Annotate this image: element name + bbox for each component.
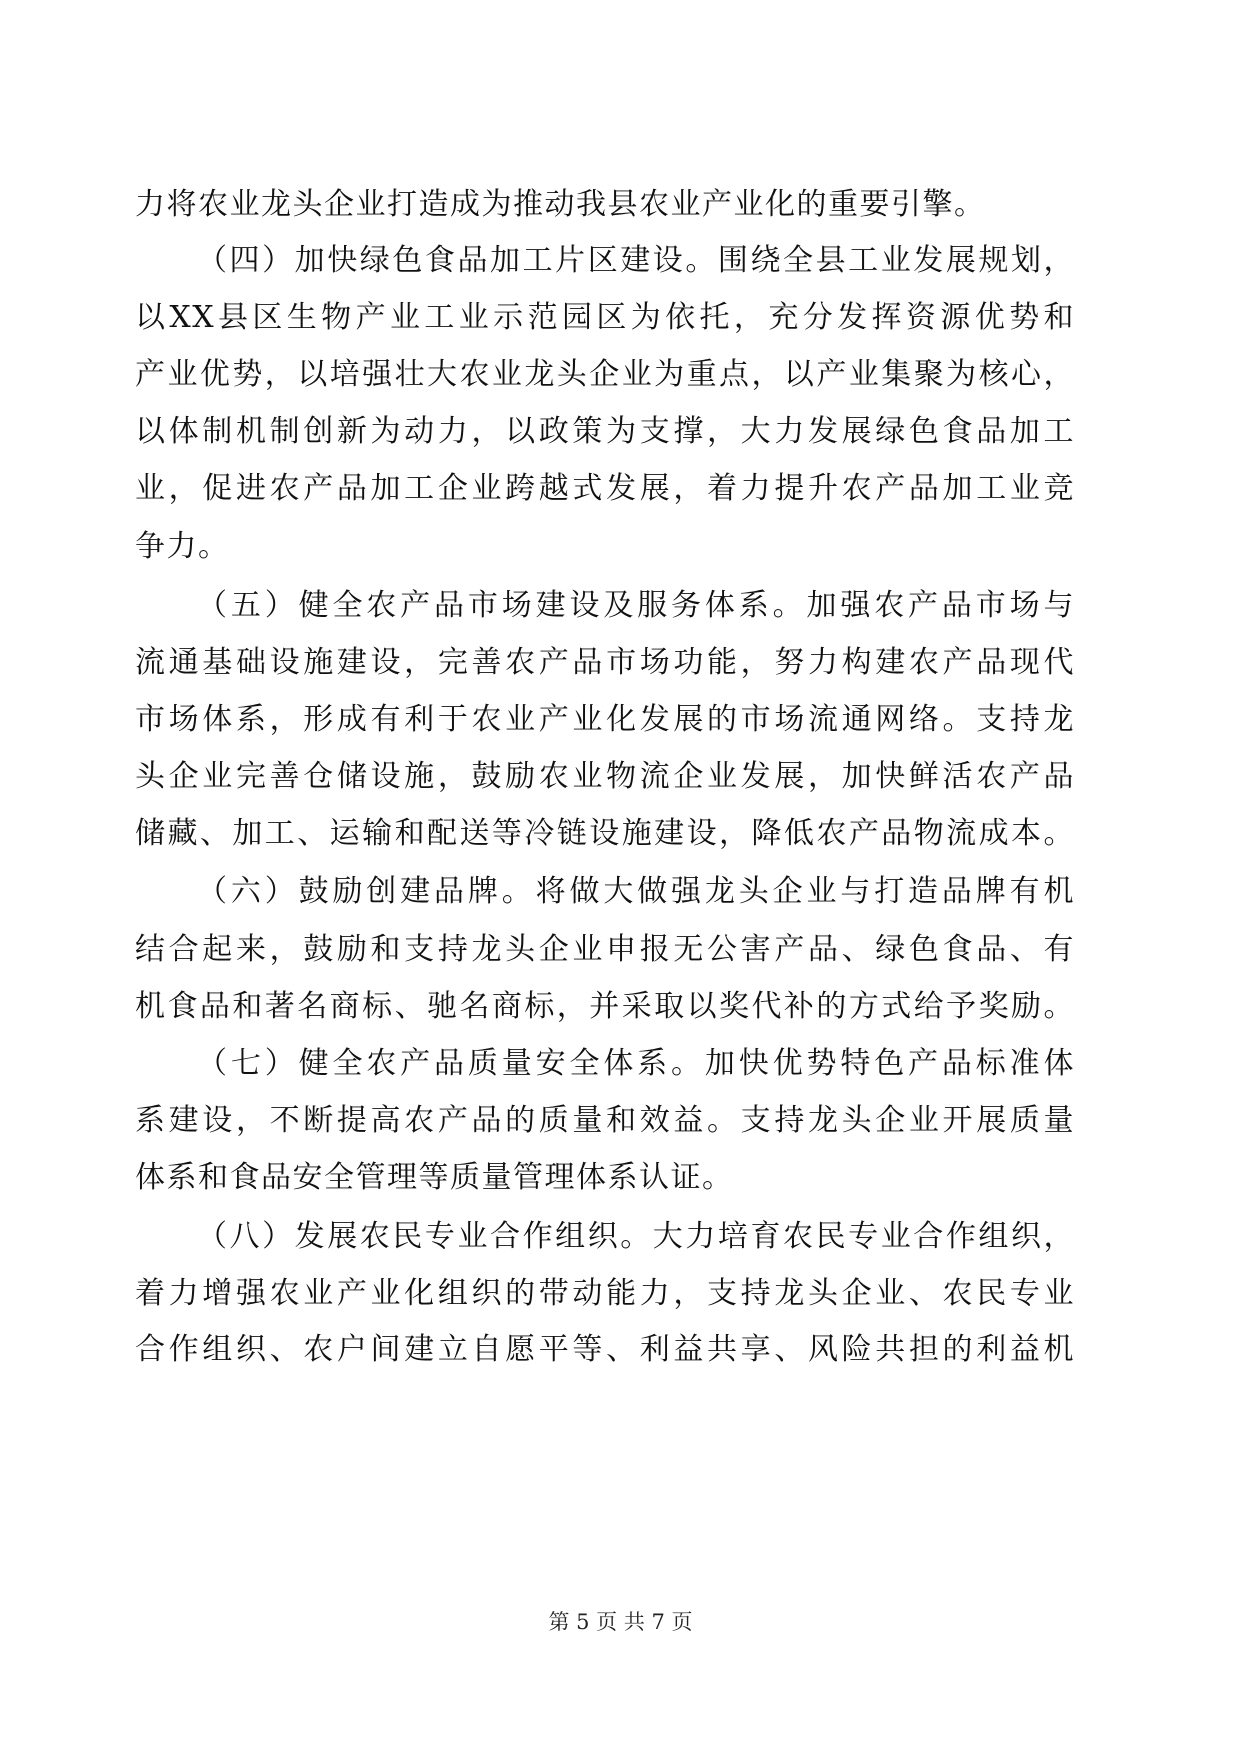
text-line: 储藏、加工、运输和配送等冷链设施建设，降低农产品物流成本。 [135,816,1075,851]
text-line: 头企业完善仓储设施，鼓励农业物流企业发展，加快鲜活农产品 [135,759,1075,794]
text-line: 力将农业龙头企业打造成为推动我县农业产业化的重要引擎。 [135,187,986,222]
text-line: （六）鼓励创建品牌。将做大做强龙头企业与打造品牌有机 [197,874,1075,909]
text-line: 结合起来，鼓励和支持龙头企业申报无公害产品、绿色食品、有 [135,932,1075,967]
text-line: 流通基础设施建设，完善农产品市场功能，努力构建农产品现代 [135,645,1075,680]
text-line: 产业优势，以培强壮大农业龙头企业为重点，以产业集聚为核心， [135,357,1075,392]
text-line: （五）健全农产品市场建设及服务体系。加强农产品市场与 [197,588,1075,623]
page-footer: 第 5 页 共 7 页 [548,1610,693,1634]
text-line: 着力增强农业产业化组织的带动能力，支持龙头企业、农民专业 [135,1276,1075,1311]
text-line: （七）健全农产品质量安全体系。加快优势特色产品标准体 [197,1046,1075,1081]
text-line: （八）发展农民专业合作组织。大力培育农民专业合作组织， [197,1219,1075,1254]
text-line: 系建设，不断提高农产品的质量和效益。支持龙头企业开展质量 [135,1103,1075,1138]
text-line: 合作组织、农户间建立自愿平等、利益共享、风险共担的利益机 [135,1332,1075,1367]
text-line: （四）加快绿色食品加工片区建设。围绕全县工业发展规划， [197,243,1075,278]
text-line: 争力。 [135,529,230,564]
text-line: 以XX县区生物产业工业示范园区为依托，充分发挥资源优势和 [135,300,1075,335]
text-line: 体系和食品安全管理等质量管理体系认证。 [135,1160,734,1195]
text-line: 市场体系，形成有利于农业产业化发展的市场流通网络。支持龙 [135,702,1075,737]
text-line: 以体制机制创新为动力，以政策为支撑，大力发展绿色食品加工 [135,414,1075,449]
text-line: 机食品和著名商标、驰名商标，并采取以奖代补的方式给予奖励。 [135,989,1075,1024]
text-line: 业，促进农产品加工企业跨越式发展，着力提升农产品加工业竞 [135,471,1075,506]
